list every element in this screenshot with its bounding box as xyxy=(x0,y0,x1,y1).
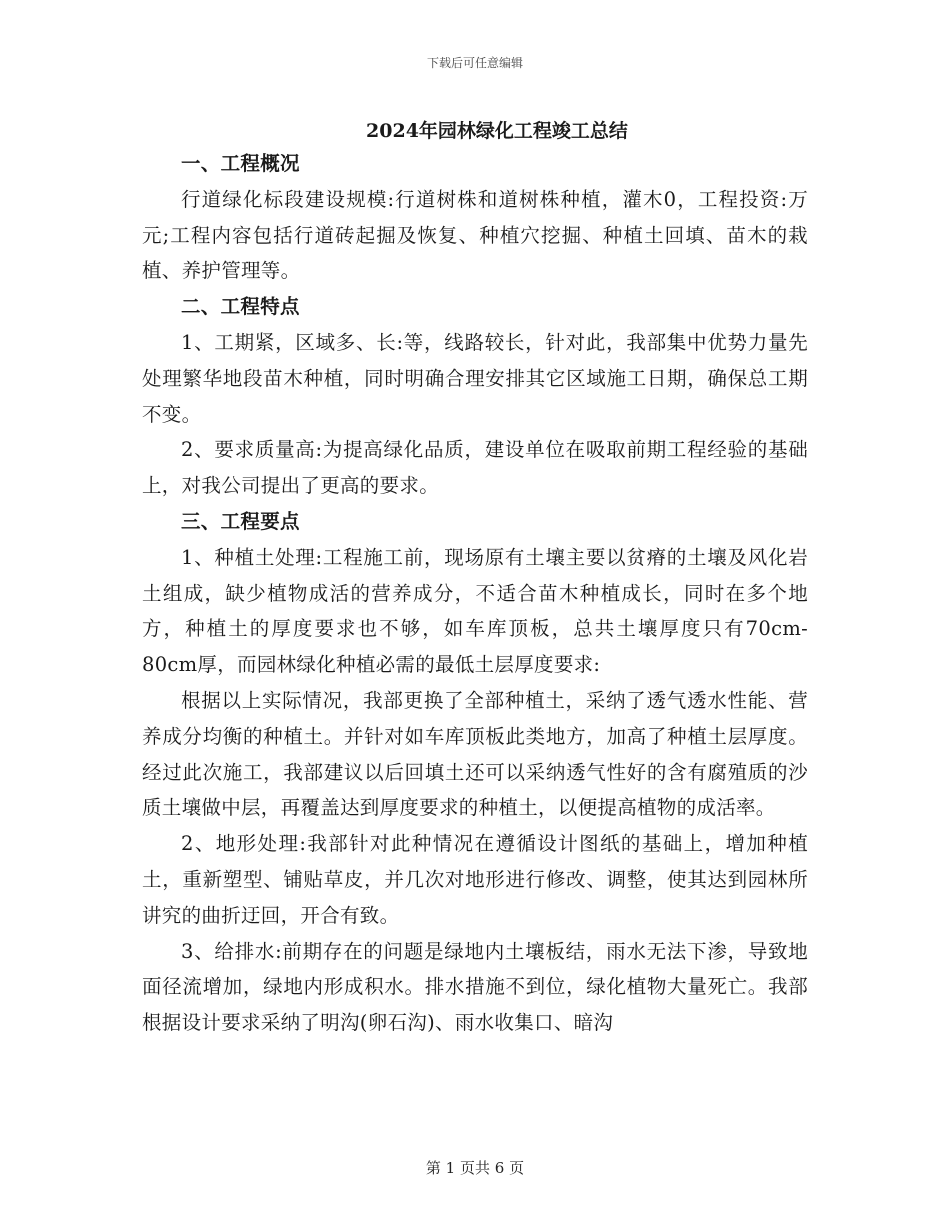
paragraph: 3、给排水:前期存在的问题是绿地内土壤板结，雨水无法下渗，导致地面径流增加，绿地内形成积水。排水措施不到位，绿化植物大量死亡。我部根据设计要求采纳了明沟(卵石沟)、雨水收集口、暗沟 xyxy=(142,939,808,1035)
section-heading: 一、工程概况 xyxy=(181,152,300,175)
section-heading: 三、工程要点 xyxy=(181,509,300,533)
page-number-footer: 第 1 页共 6 页 xyxy=(425,1159,525,1177)
paragraph: 根据以上实际情况，我部更换了全部种植土，采纳了透气透水性能、营养成分均衡的种植土。并针对如车库顶板此类地方，加高了种植土层厚度。经过此次施工，我部建议以后回填土还可以采纳透气性好的含有腐殖质的沙质土壤做中层，再覆盖达到厚度要求的种植土，以便提高植物的成活率。 xyxy=(142,688,808,820)
paragraph: 1、工期紧，区域多、长:等，线路较长，针对此，我部集中优势力量先处理繁华地段苗木种植，同时明确合理安排其它区域施工日期，确保总工期不变。 xyxy=(142,330,808,426)
section-heading: 二、工程特点 xyxy=(181,295,300,319)
paragraph: 2、要求质量高:为提高绿化品质，建设单位在吸取前期工程经验的基础上，对我公司提出了更高的要求。 xyxy=(142,438,808,498)
paragraph: 2、地形处理:我部针对此种情况在遵循设计图纸的基础上，增加种植土，重新塑型、铺贴草皮，并几次对地形进行修改、调整，使其达到园林所讲究的曲折迂回，开合有致。 xyxy=(142,832,808,927)
document-title: 2024年园林绿化工程竣工总结 xyxy=(366,120,628,142)
paragraph: 行道绿化标段建设规模:行道树株和道树株种植，灌木0，工程投资:万元;工程内容包括行道砖起掘及恢复、种植穴挖掘、种植土回填、苗木的栽植、养护管理等。 xyxy=(142,187,808,283)
paragraph: 1、种植土处理:工程施工前，现场原有土壤主要以贫瘠的土壤及风化岩土组成，缺少植物成活的营养成分，不适合苗木种植成长，同时在多个地方，种植土的厚度要求也不够，如车库顶板，总共土壤厚度只有70cm-80cm厚，而园林绿化种植必需的最低土层厚度要求: xyxy=(142,545,808,677)
header-note: 下载后可任意编辑 xyxy=(426,56,523,70)
document-body xyxy=(142,146,808,1041)
